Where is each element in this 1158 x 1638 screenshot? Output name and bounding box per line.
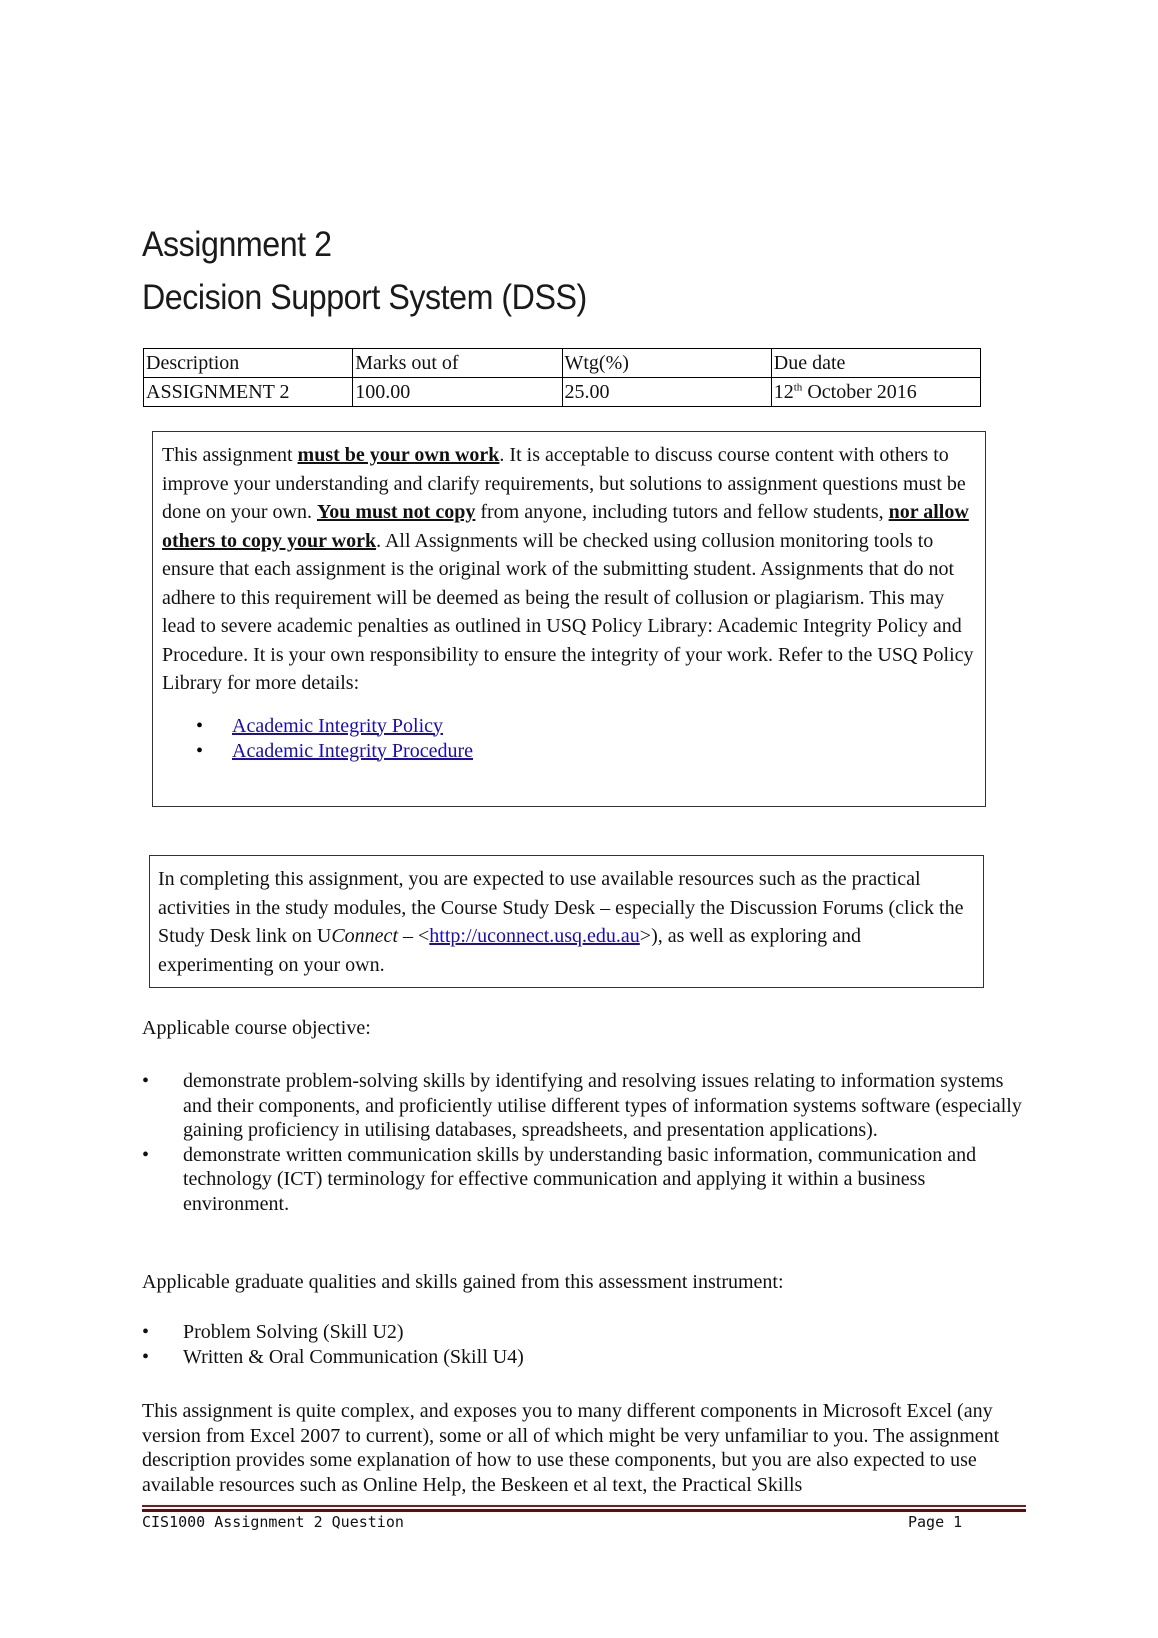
- cell-description: ASSIGNMENT 2: [144, 378, 353, 407]
- table-header-row: [144, 349, 981, 378]
- header-weight: Wtg(%): [562, 349, 771, 378]
- footer-divider: [142, 1505, 1026, 1507]
- assignment-description-paragraph: This assignment is quite complex, and exposes you to many different components in Microsoft Excel (any version from Excel 2007 to current), some or all of which might be very unfamiliar to you. The assignment description provides some explanation of how to use these components, but you are also expected to use available resources such as Online Help, the Beskeen et al text, the Practical Skills: [142, 1400, 1000, 1496]
- assignment-title: Assignment 2: [142, 225, 332, 264]
- academic-integrity-procedure-link[interactable]: Academic Integrity Procedure: [232, 739, 474, 762]
- integrity-emphasis-own-work: must be your own work: [297, 444, 500, 466]
- integrity-emphasis-no-allow: nor allow others to copy your work: [162, 501, 969, 552]
- cell-weight: 25.00: [562, 378, 771, 407]
- integrity-emphasis-no-copy: You must not copy: [316, 501, 476, 523]
- header-due-date: Due date: [771, 349, 980, 378]
- due-rest: October 2016: [802, 381, 917, 403]
- due-suffix: th: [793, 381, 803, 394]
- list-item: • demonstrate problem-solving skills by identifying and resolving issues relating to information systems and their components, and proficiently utilise different types of information systems software (especially gaining proficiency in utilising databases, spreadsheets, and presentation applications).: [142, 1069, 1032, 1143]
- footer-page-number: Page 1: [908, 1513, 963, 1531]
- header-description: Description: [144, 349, 353, 378]
- assignment-subtitle: Decision Support System (DSS): [142, 278, 587, 317]
- resources-paragraph: [158, 865, 975, 979]
- uconnect-link[interactable]: http://uconnect.usq.edu.au: [429, 925, 640, 947]
- table-row: [144, 378, 981, 407]
- graduate-qualities-heading: Applicable graduate qualities and skills gained from this assessment instrument:: [142, 1271, 784, 1293]
- policy-links-list: [162, 714, 975, 764]
- cell-due-date: [771, 378, 980, 407]
- due-day: 12: [773, 381, 794, 403]
- academic-integrity-policy-link[interactable]: Academic Integrity Policy: [232, 714, 444, 737]
- resources-connect-italic: Connect: [331, 925, 398, 947]
- list-item: • Written & Oral Communication (Skill U4): [142, 1345, 1032, 1370]
- footer-divider-thick: [142, 1509, 1026, 1512]
- header-marks: Marks out of: [353, 349, 562, 378]
- academic-integrity-notice: [152, 431, 986, 807]
- integrity-text-1: This assignment: [162, 444, 298, 466]
- integrity-paragraph: [162, 441, 975, 698]
- integrity-text-3: from anyone, including tutors and fellow students,: [475, 501, 889, 523]
- resources-text-1: In completing this assignment, you are expected to use available resources such as the practical activities in the study modules, the Course Study Desk – especially the Discussion Forums (click the Study Desk link on U: [158, 868, 964, 947]
- resources-text-2: – <: [398, 925, 430, 947]
- skills-list: [142, 1320, 1032, 1369]
- list-item: [232, 739, 975, 764]
- assignment-info-table: [143, 348, 981, 407]
- footer-document-title: CIS1000 Assignment 2 Question: [142, 1513, 404, 1531]
- resources-text-3: >), as well as exploring and experimenting on your own.: [158, 925, 862, 976]
- list-item: • demonstrate written communication skills by understanding basic information, communication and technology (ICT) terminology for effective communication and applying it within a business environment.: [142, 1143, 1032, 1217]
- resources-notice: [149, 855, 984, 988]
- course-objective-heading: Applicable course objective:: [142, 1017, 371, 1039]
- cell-marks: 100.00: [353, 378, 562, 407]
- integrity-text-4: . All Assignments will be checked using collusion monitoring tools to ensure that each assignment is the original work of the submitting student. Assignments that do not adhere to this requirement will be deemed as being the result of collusion or plagiarism. This may lead to severe academic penalties as outlined in USQ Policy Library: Academic Integrity Policy and Procedure. It is your own responsibility to ensure the integrity of your work. Refer to the USQ Policy Library for more details:: [162, 529, 974, 694]
- list-item: • Problem Solving (Skill U2): [142, 1320, 1032, 1345]
- integrity-text-2: . It is acceptable to discuss course content with others to improve your understanding and clarify requirements, but solutions to assignment questions must be done on your own.: [162, 444, 966, 523]
- course-objectives-list: [142, 1069, 1032, 1216]
- list-item: [232, 714, 975, 739]
